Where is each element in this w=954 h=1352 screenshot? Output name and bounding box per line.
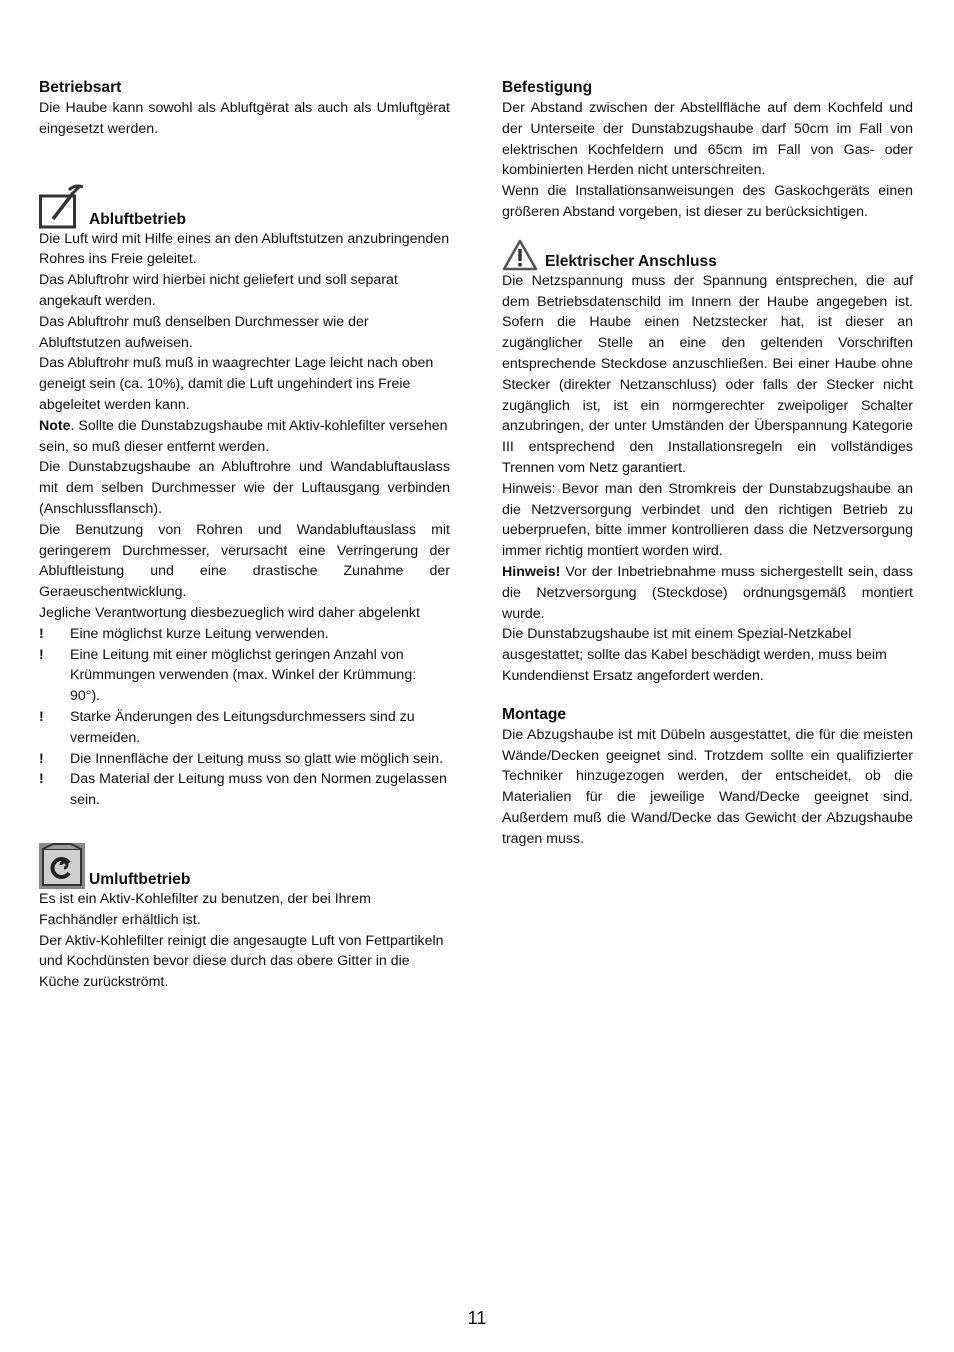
list-item — [39, 645, 450, 707]
befestigung-p1: Der Abstand zwischen der Abstellfläche auf dem Kochfeld und der Unterseite der Dunstabzugshaube darf 50cm im Fall von elektrischen Kochfeldern und 65cm im Fall von Gas- oder kombinierten Herden nicht unterschreiten. — [502, 100, 913, 179]
elektrisch-hinweis — [502, 562, 913, 624]
section-umluftbetrieb — [39, 843, 450, 993]
heading-elektrischer-anschluss: Elektrischer Anschluss — [545, 252, 717, 270]
exhaust-pipe-icon — [39, 183, 85, 229]
list-item — [39, 624, 450, 645]
hinweis-text: Vor der Inbetriebnahme muss sichergestellt sein, dass die Netzversorgung (Steckdose) ordnungsgemäß montiert wurde. — [502, 563, 913, 622]
section-betriebsart — [39, 78, 450, 140]
warning-triangle-icon — [502, 239, 538, 271]
abluft-p1: Die Luft wird mit Hilfe eines an den Abluftstutzen anzubringenden Rohres ins Freie geleitet. — [39, 230, 450, 268]
abluft-p5: Die Dunstabzugshaube an Abluftrohre und Wandabluftauslass mit dem selben Durchmesser wie der Luftausgang verbinden (Anschlussflansch). — [39, 459, 450, 517]
heading-montage: Montage — [502, 705, 567, 723]
bullet-text: Die Innenfläche der Leitung muss so glatt wie möglich sein. — [70, 750, 444, 767]
abluft-p4: Das Abluftrohr muß muß in waagrechter Lage leicht nach oben geneigt sein (ca. 10%), damit die Luft ungehindert ins Freie abgeleitet werden kann. — [39, 355, 434, 413]
montage-p1: Die Abzugshaube ist mit Dübeln ausgestattet, die für die meisten Wände/Decken geeignet sind. Trotzdem sollte ein qualifizierter Techniker hinzugezogen werden, der entscheidet, ob die Materialien für die jeweilige Wand/Decke geeignet sind. Außerdem muß die Wand/Decke das Gewicht der Abzugshaube tragen muss. — [502, 726, 913, 847]
section-abluftbetrieb — [39, 183, 450, 811]
umluft-heading-row — [39, 843, 450, 889]
section-elektrischer-anschluss — [502, 239, 913, 687]
elektrisch-p3: Die Dunstabzugshaube ist mit einem Spezial-Netzkabel ausgestattet; sollte das Kabel beschädigt werden, muss beim Kundendienst Ersatz angefordert werden. — [502, 626, 887, 684]
list-item — [39, 769, 450, 811]
hinweis-label: Hinweis! — [502, 563, 561, 580]
right-column — [502, 78, 913, 850]
recirculation-icon — [39, 843, 85, 889]
list-item — [39, 707, 450, 749]
umluft-p1: Es ist ein Aktiv-Kohlefilter zu benutzen, der bei Ihrem Fachhändler erhältlich ist. — [39, 890, 371, 928]
heading-abluftbetrieb: Abluftbetrieb — [89, 210, 187, 228]
bullet-mark: ! — [39, 646, 44, 663]
befestigung-p2: Wenn die Installationsanweisungen des Gaskochgeräts einen größeren Abstand vorgeben, ist dieser zu berücksichtigen. — [502, 183, 913, 220]
elektrisch-heading-row — [502, 239, 913, 271]
page-number: 11 — [467, 1308, 487, 1328]
bullet-mark: ! — [39, 708, 44, 725]
bullet-text: Das Material der Leitung muss von den Normen zugelassen sein. — [70, 771, 447, 809]
bullet-mark: ! — [39, 625, 44, 642]
abluft-bullet-list — [39, 624, 450, 811]
betriebsart-text: Die Haube kann sowohl als Abluftgërat als auch als Umluftgërat eingesetzt werden. — [39, 100, 450, 137]
list-item — [39, 749, 450, 770]
abluft-p6: Die Benutzung von Rohren und Wandabluftauslass mit geringerem Durchmesser, verursacht eine Verringerung der Abluftleistung und eine drastische Zunahme der Geraeuschentwicklung. — [39, 521, 450, 601]
heading-betriebsart: Betriebsart — [39, 79, 122, 96]
bullet-text: Eine Leitung mit einer möglichst geringen Anzahl von Krümmungen verwenden (max. Winkel der Krümmung: 90°). — [70, 646, 417, 705]
bullet-text: Starke Änderungen des Leitungsdurchmessers sind zu vermeiden. — [70, 708, 415, 746]
abluft-heading-row — [39, 183, 450, 229]
bullet-text: Eine möglichst kurze Leitung verwenden. — [70, 625, 329, 642]
left-column — [39, 78, 450, 993]
abluft-p2: Das Abluftrohr wird hierbei nicht geliefert und soll separat angekauft werden. — [39, 272, 398, 309]
elektrisch-p2: Hinweis: Bevor man den Stromkreis der Dunstabzugshaube an die Netzversorgung verbindet und den richtigen Betrieb zu ueberpruefen, bitte immer kontrollieren dass die Netzversorgung immer richtig montiert worden wird. — [502, 480, 913, 560]
section-befestigung — [502, 78, 913, 223]
bullet-mark: ! — [39, 771, 44, 788]
heading-umluftbetrieb: Umluftbetrieb — [89, 870, 191, 888]
abluft-p3: Das Abluftrohr muß denselben Durchmesser wie der Abluftstutzen aufweisen. — [39, 313, 369, 351]
bullet-mark: ! — [39, 750, 44, 767]
abluft-note — [39, 416, 450, 458]
abluft-p7: Jegliche Verantwortung diesbezueglich wird daher abgelenkt — [39, 604, 420, 621]
heading-befestigung: Befestigung — [502, 79, 593, 96]
note-label: Note — [39, 417, 71, 434]
umluft-p2: Der Aktiv-Kohlefilter reinigt die angesaugte Luft von Fettpartikeln und Kochdünsten bevor diese durch das obere Gitter in die Küche zurückströmt. — [39, 932, 444, 991]
section-montage — [502, 705, 913, 850]
note-text: . Sollte die Dunstabzugshaube mit Aktiv-kohlefilter versehen sein, so muß dieser entfernt werden. — [39, 417, 448, 455]
elektrisch-p1: Die Netzspannung muss der Spannung entsprechen, die auf dem Betriebsdatenschild im Innern der Haube angegeben ist. Sofern die Haube einen Netzstecker hat, ist dieser an zugänglicher Stelle an eine den geltenden Vorschriften entsprechende Steckdose anzuschließen. Bei einer Haube ohne Stecker (direkter Netzanschluss) oder falls der Stecker nicht zugänglich ist, ist ein normgerechter zweipoliger Schalter anzubringen, der unter Umständen der Überspannung Kategorie III entsprechend den Installationsregeln ein vollständiges Trennen vom Netz garantiert. — [502, 272, 913, 476]
